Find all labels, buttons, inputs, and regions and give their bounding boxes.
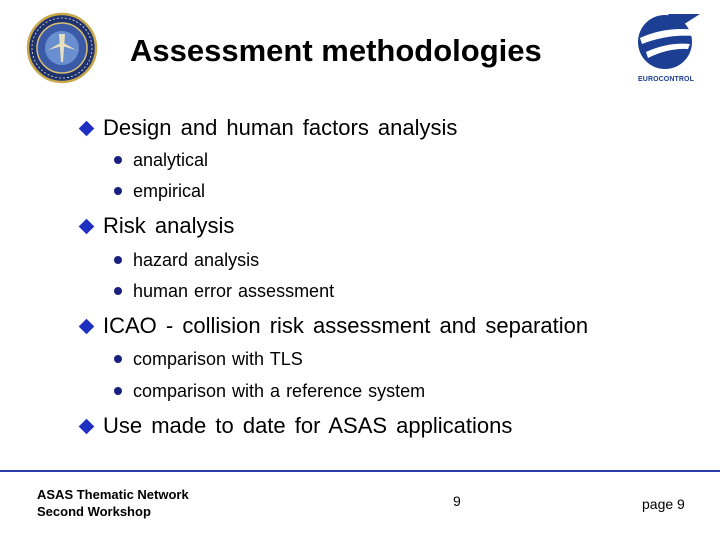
dot-bullet-icon — [114, 387, 122, 395]
dot-bullet-icon — [114, 355, 122, 363]
page-label: page 9 — [642, 496, 685, 512]
bullet-level2: analytical — [133, 150, 209, 170]
eurocontrol-wordmark: EUROCONTROL — [638, 76, 694, 83]
bullet-level2: human error assessment — [133, 281, 335, 301]
bullet-level1: Design and human factors analysis — [103, 115, 458, 140]
bullet-level1: ICAO - collision risk assessment and separation — [103, 313, 589, 338]
bullet-level2: comparison with a reference system — [133, 381, 426, 401]
footer-event-line2: Second Workshop — [37, 504, 151, 519]
slide-title: Assessment methodologies — [130, 33, 542, 68]
dot-bullet-icon — [114, 156, 122, 164]
footer-event-line1: ASAS Thematic Network — [37, 487, 189, 502]
dot-bullet-icon — [114, 256, 122, 264]
bullet-level1: Risk analysis — [103, 213, 235, 238]
bullet-level2: hazard analysis — [133, 250, 260, 270]
footer-event — [37, 486, 189, 520]
bullet-level1: Use made to date for ASAS applications — [103, 413, 513, 438]
dot-bullet-icon — [114, 187, 122, 195]
diamond-bullet-icon — [79, 219, 95, 235]
diamond-bullet-icon — [79, 121, 95, 137]
footer-divider — [0, 470, 720, 472]
diamond-bullet-icon — [79, 419, 95, 435]
bullet-level2: comparison with TLS — [133, 349, 303, 369]
dot-bullet-icon — [114, 287, 122, 295]
slide-number: 9 — [453, 493, 461, 509]
bullet-level2: empirical — [133, 181, 206, 201]
diamond-bullet-icon — [79, 319, 95, 335]
